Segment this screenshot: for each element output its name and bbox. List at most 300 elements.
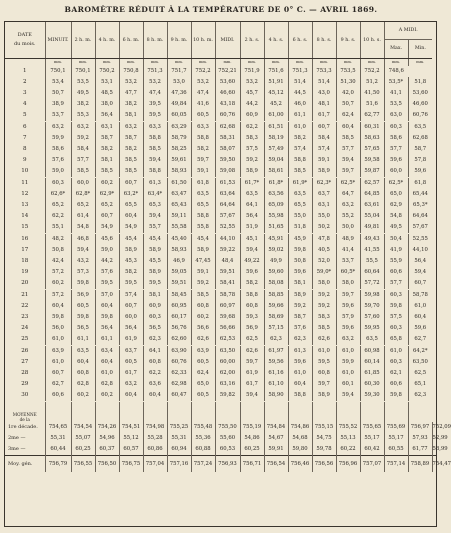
unit-cell: mm. xyxy=(71,59,95,67)
day-cell: 5 xyxy=(22,112,27,118)
table-row xyxy=(5,290,436,302)
monthly-mean-value: 757,16 xyxy=(167,456,191,473)
value-cell: 58,7 xyxy=(288,312,312,323)
value-cell: 58,3 xyxy=(312,312,336,323)
table-row xyxy=(5,166,436,178)
value-cell: 63,2 xyxy=(119,122,143,134)
hour-header: MINUIT. xyxy=(45,22,71,59)
unit-cell-empty xyxy=(5,59,45,67)
value-cell: 41,4 xyxy=(336,245,360,256)
value-cell: 59,4 xyxy=(336,155,360,166)
value-cell: 51,6 xyxy=(360,99,384,110)
value-cell: 56,5 xyxy=(71,323,95,334)
value-cell: 57,7 xyxy=(336,144,360,155)
value-cell: 47,36 xyxy=(167,88,191,99)
value-cell: 62,9 xyxy=(384,200,408,211)
day-cell: 30 xyxy=(21,392,29,398)
day-cell: 11 xyxy=(21,180,29,186)
value-cell: 59,95 xyxy=(360,323,384,334)
value-cell: 748,6 xyxy=(384,66,408,77)
average-value: 60,55 xyxy=(384,444,408,456)
table-row xyxy=(5,200,436,211)
value-cell: 57,0 xyxy=(95,290,119,302)
value-cell: 59,04 xyxy=(264,155,288,166)
value-cell: 60,4 xyxy=(95,357,119,368)
value-cell: 60,47 xyxy=(167,390,191,402)
value-cell: 59,8 xyxy=(384,390,408,402)
value-cell: 48,4 xyxy=(215,256,240,267)
value-cell: 63,90 xyxy=(167,346,191,358)
monthly-mean-value: 756,79 xyxy=(45,456,71,473)
value-cell: 62,9* xyxy=(95,189,119,200)
monthly-mean-value: 756,55 xyxy=(71,456,95,473)
value-cell: 45,4 xyxy=(119,234,143,246)
value-cell: 60,1 xyxy=(336,379,360,390)
value-cell: 53,2 xyxy=(119,77,143,88)
value-cell: 58,93 xyxy=(167,245,191,256)
value-cell: 60,5 xyxy=(71,301,95,312)
value-cell: 60,0 xyxy=(119,312,143,323)
value-cell: 61,53 xyxy=(215,178,240,190)
value-cell: 63,0 xyxy=(384,110,408,122)
average-value: 54,86 xyxy=(240,433,264,444)
value-cell: 59,7 xyxy=(240,357,264,368)
average-value: 755,19 xyxy=(240,422,264,433)
value-cell: 48,9 xyxy=(336,234,360,246)
value-cell: 62,53 xyxy=(215,334,240,346)
value-cell: 59,6 xyxy=(240,267,264,278)
average-value: 59,91 xyxy=(264,444,288,456)
hour-header: 2 h. s. xyxy=(240,22,264,59)
value-cell: 58,2 xyxy=(119,267,143,278)
value-cell: 750,1 xyxy=(45,66,71,77)
value-cell: 58,5 xyxy=(119,155,143,166)
value-cell: 59,11 xyxy=(167,211,191,222)
table-row xyxy=(5,312,436,323)
value-cell: 58,9 xyxy=(143,267,167,278)
average-row xyxy=(5,444,436,456)
value-cell: 55,1 xyxy=(45,222,71,234)
day-cell: 9 xyxy=(22,157,27,163)
value-cell: 61,0 xyxy=(45,357,71,368)
value-cell: 53,2 xyxy=(143,77,167,88)
value-cell: 58,7 xyxy=(408,144,432,155)
unit-cell: mm. xyxy=(312,59,336,67)
average-value: 55,17 xyxy=(360,433,384,444)
value-cell: 55,2 xyxy=(336,211,360,222)
value-cell: 62,5* xyxy=(336,178,360,190)
value-cell: 60,7 xyxy=(408,278,432,290)
average-heading-row xyxy=(5,406,436,422)
average-heading-spacer xyxy=(167,406,191,422)
value-cell: 59,7 xyxy=(336,290,360,302)
value-cell: 62,2 xyxy=(45,211,71,222)
value-cell: 60,5 xyxy=(119,357,143,368)
value-cell: 58,7 xyxy=(95,133,119,144)
value-cell: 45,6 xyxy=(95,234,119,246)
average-row xyxy=(5,422,436,433)
day-cell: 24 xyxy=(21,325,29,331)
value-cell: 60,7 xyxy=(45,368,71,379)
table-row xyxy=(5,256,436,267)
hour-header: 4 h. s. xyxy=(264,22,288,59)
day-cell: 22 xyxy=(21,303,29,309)
value-cell: 58,90 xyxy=(264,390,288,402)
value-cell: 63,2 xyxy=(336,200,360,211)
value-cell: 61,0 xyxy=(288,368,312,379)
value-cell: 45,7 xyxy=(240,88,264,99)
value-cell: 63,1 xyxy=(312,200,336,211)
value-cell: 57,72 xyxy=(360,278,384,290)
unit-cell: mm. xyxy=(360,59,384,67)
value-cell: 57,4 xyxy=(288,144,312,155)
value-cell: 62,60 xyxy=(167,334,191,346)
value-cell: 751,3 xyxy=(143,66,167,77)
value-cell: 54,8 xyxy=(71,222,95,234)
value-cell: 59,6 xyxy=(408,166,432,178)
monthly-mean-value: 757,24 xyxy=(191,456,215,473)
value-cell: 750,8 xyxy=(119,66,143,77)
average-value: 755,65 xyxy=(360,422,384,433)
table-row xyxy=(5,346,436,358)
value-cell: 57,49 xyxy=(264,144,288,155)
value-cell: 44,5 xyxy=(288,88,312,99)
value-cell: 61,7 xyxy=(240,379,264,390)
average-value: 55,31 xyxy=(45,433,71,444)
value-cell: 63,4 xyxy=(95,346,119,358)
value-cell: 54,9 xyxy=(95,222,119,234)
value-cell: 53,60 xyxy=(408,88,432,99)
value-cell: 48,5 xyxy=(95,88,119,99)
value-cell: 60,0 xyxy=(384,166,408,178)
average-value: 54,75 xyxy=(312,433,336,444)
value-cell: 58,07 xyxy=(215,144,240,155)
value-cell: 57,5 xyxy=(384,312,408,323)
value-cell: 51,4 xyxy=(288,77,312,88)
average-heading-spacer xyxy=(336,406,360,422)
value-cell: 58,5 xyxy=(312,323,336,334)
average-value: 60,25 xyxy=(240,444,264,456)
value-cell: 50,0 xyxy=(336,222,360,234)
value-cell: 49,84 xyxy=(167,99,191,110)
day-cell: 13 xyxy=(21,202,29,208)
hour-header: 8 h. s. xyxy=(312,22,336,59)
unit-cell: mm. xyxy=(240,59,264,67)
value-cell: 65,3* xyxy=(408,200,432,211)
value-cell: 63,50 xyxy=(215,346,240,358)
value-cell: 58,78 xyxy=(408,290,432,302)
value-cell: 751,6 xyxy=(264,66,288,77)
value-cell: 59,2 xyxy=(71,133,95,144)
value-cell: 61,3 xyxy=(143,178,167,190)
value-cell: 60,95 xyxy=(167,301,191,312)
value-cell: 57,65 xyxy=(360,144,384,155)
value-cell: 59,8 xyxy=(45,312,71,323)
value-cell: 45,40 xyxy=(167,234,191,246)
value-cell: 63,1 xyxy=(95,122,119,134)
value-cell: 51,8 xyxy=(288,222,312,234)
average-value: 55,12 xyxy=(119,433,143,444)
value-cell: 62,00 xyxy=(215,368,240,379)
value-cell: 53,2 xyxy=(191,77,215,88)
value-cell: 42,0 xyxy=(336,88,360,99)
value-cell: 56,4 xyxy=(95,110,119,122)
value-cell: 62,3 xyxy=(408,390,432,402)
value-cell: 57,6 xyxy=(288,323,312,334)
value-cell: 51,30 xyxy=(336,77,360,88)
value-cell: 59,51 xyxy=(167,278,191,290)
average-value: 59,80 xyxy=(288,444,312,456)
value-cell: 41,1 xyxy=(384,88,408,99)
value-cell: 58,6 xyxy=(384,133,408,144)
table-row xyxy=(5,211,436,222)
value-cell: 61,8 xyxy=(408,178,432,190)
average-value: 60,86 xyxy=(143,444,167,456)
value-cell: 63,4* xyxy=(143,189,167,200)
value-cell: 59,8 xyxy=(95,312,119,323)
value-cell: 64,2* xyxy=(408,346,432,358)
value-cell: 56,4 xyxy=(95,323,119,334)
value-cell: 60,3 xyxy=(45,178,71,190)
value-cell: 58,08 xyxy=(264,278,288,290)
value-cell: 59,1 xyxy=(191,267,215,278)
value-cell: 65,0 xyxy=(384,189,408,200)
value-cell: 58,8 xyxy=(288,390,312,402)
day-cell: 20 xyxy=(21,280,29,286)
value-cell: 58,5 xyxy=(191,290,215,302)
value-cell: 60,8 xyxy=(312,368,336,379)
value-cell: 38,9 xyxy=(45,99,71,110)
absolute-subheaders xyxy=(385,40,433,58)
value-cell: 59,4 xyxy=(408,267,432,278)
value-cell: 62,4 xyxy=(336,110,360,122)
average-heading-spacer xyxy=(95,406,119,422)
value-cell: 51,9 xyxy=(240,222,264,234)
value-cell: 60,7 xyxy=(312,122,336,134)
value-cell: 63,5 xyxy=(360,334,384,346)
day-cell: 23 xyxy=(21,314,29,320)
value-cell: 57,2 xyxy=(45,267,71,278)
value-cell: 59,98 xyxy=(360,290,384,302)
value-cell: 63,47 xyxy=(167,189,191,200)
value-cell: 58,9 xyxy=(119,245,143,256)
value-cell: 60,4 xyxy=(408,312,432,323)
value-cell: 58,9 xyxy=(143,245,167,256)
value-cell: 51,65 xyxy=(264,222,288,234)
average-value: 755,69 xyxy=(384,422,408,433)
value-cell: 62,5* xyxy=(384,178,408,190)
monthly-mean-value: 756,93 xyxy=(215,456,240,473)
value-cell: 59,6 xyxy=(288,267,312,278)
value-cell: 62,7 xyxy=(408,334,432,346)
value-cell: 61,1 xyxy=(288,110,312,122)
value-cell: 38,2 xyxy=(119,99,143,110)
value-cell: 60,6 xyxy=(384,379,408,390)
unit-cell: mm. xyxy=(264,59,288,67)
value-cell: 61,3 xyxy=(288,346,312,358)
value-cell: 59,82 xyxy=(215,390,240,402)
value-cell: 53,4 xyxy=(45,77,71,88)
value-cell: 63,9 xyxy=(191,346,215,358)
value-cell: 61,50 xyxy=(167,178,191,190)
value-cell: 61,7* xyxy=(240,178,264,190)
value-cell: 61,0 xyxy=(95,368,119,379)
value-cell: 60,3 xyxy=(384,122,408,134)
value-cell: 59,05 xyxy=(167,267,191,278)
value-cell: 45,91 xyxy=(264,234,288,246)
average-value: 754,65 xyxy=(45,422,71,433)
unit-cell: mm. xyxy=(408,59,432,67)
value-cell: 58,2 xyxy=(288,133,312,144)
value-cell: 59,4 xyxy=(336,390,360,402)
value-cell: 63,2 xyxy=(45,122,71,134)
value-cell: 59,08 xyxy=(215,166,240,178)
value-cell: 55,98 xyxy=(264,211,288,222)
value-cell: 59,5 xyxy=(312,357,336,368)
value-cell: 45,1 xyxy=(240,234,264,246)
value-cell: 62,6 xyxy=(312,334,336,346)
average-heading xyxy=(5,406,45,422)
value-cell: 60,0 xyxy=(71,178,95,190)
average-heading-spacer xyxy=(143,406,167,422)
value-cell: 60,2 xyxy=(191,312,215,323)
average-value: 754,86 xyxy=(288,422,312,433)
average-heading-line: de la xyxy=(19,417,30,422)
value-cell: 47,45 xyxy=(191,256,215,267)
header-row xyxy=(5,22,436,59)
average-value: 54,68 xyxy=(288,433,312,444)
value-cell: 59,4 xyxy=(240,390,264,402)
value-cell: 59,50 xyxy=(215,155,240,166)
average-row xyxy=(5,433,436,444)
value-cell: 58,1 xyxy=(288,278,312,290)
value-cell: 63,5 xyxy=(288,189,312,200)
value-cell: 62,5 xyxy=(408,368,432,379)
value-cell: 58,9 xyxy=(312,166,336,178)
unit-cell: mm. xyxy=(143,59,167,67)
value-cell: 61,1 xyxy=(95,334,119,346)
value-cell: 51,2 xyxy=(360,77,384,88)
average-heading-spacer xyxy=(119,406,143,422)
value-cell: 61,10 xyxy=(264,379,288,390)
value-cell: 59,4 xyxy=(143,211,167,222)
monthly-mean-value: 756,96 xyxy=(336,456,360,473)
value-cell: 53,2 xyxy=(240,77,264,88)
value-cell: 59,66 xyxy=(264,301,288,312)
value-cell: 62,1 xyxy=(384,368,408,379)
value-cell: 65,2 xyxy=(95,200,119,211)
value-cell: 62,8 xyxy=(95,379,119,390)
value-cell: 60,31 xyxy=(360,122,384,134)
value-cell: 57,67 xyxy=(408,222,432,234)
value-cell: 58,79 xyxy=(167,133,191,144)
value-cell: 61,0 xyxy=(336,368,360,379)
value-cell: 56,66 xyxy=(215,323,240,334)
value-cell: 61,0 xyxy=(312,346,336,358)
value-cell: 59,7 xyxy=(312,379,336,390)
value-cell: 60,7 xyxy=(119,301,143,312)
value-cell: 57,3 xyxy=(71,267,95,278)
value-cell: 63,2 xyxy=(119,379,143,390)
value-cell: 51,8 xyxy=(408,77,432,88)
average-heading-spacer xyxy=(288,406,312,422)
value-cell: 58,9 xyxy=(240,166,264,178)
value-cell: 62,68 xyxy=(215,122,240,134)
day-cell: 19 xyxy=(21,269,29,275)
value-cell: 44,2 xyxy=(240,99,264,110)
value-cell: 61,85 xyxy=(360,368,384,379)
average-rows xyxy=(5,402,451,473)
day-cell: 12 xyxy=(21,191,29,197)
monthly-mean-label: Moy. gén. xyxy=(5,456,45,473)
value-cell: 58,41 xyxy=(215,278,240,290)
value-cell: 58,8 xyxy=(143,133,167,144)
value-cell: 750,1 xyxy=(71,66,95,77)
value-cell: 61,7 xyxy=(312,110,336,122)
max-header: Max. xyxy=(390,46,403,51)
value-cell: 59,61 xyxy=(167,155,191,166)
average-heading-line: MOYENNE xyxy=(12,412,37,417)
value-cell: 44,10 xyxy=(408,245,432,256)
value-cell: 59,68 xyxy=(215,312,240,323)
value-cell: 58,69 xyxy=(264,312,288,323)
value-cell: 59,7 xyxy=(191,155,215,166)
table-row xyxy=(5,178,436,190)
value-cell: 59,6 xyxy=(384,155,408,166)
value-cell: 55,0 xyxy=(312,211,336,222)
value-cell: 58,5 xyxy=(119,166,143,178)
value-cell: 58,7 xyxy=(119,133,143,144)
value-cell: 61,97 xyxy=(264,346,288,358)
value-cell: 60,4 xyxy=(71,357,95,368)
table-row xyxy=(5,88,436,99)
table-row xyxy=(5,110,436,122)
value-cell: 62,8* xyxy=(71,189,95,200)
value-cell: 45,4 xyxy=(143,234,167,246)
value-cell: 58,3 xyxy=(240,133,264,144)
value-cell: 49,5 xyxy=(71,88,95,99)
value-cell: 56,9 xyxy=(240,323,264,334)
value-cell: 58,8 xyxy=(191,211,215,222)
value-cell: 58,4 xyxy=(71,144,95,155)
value-cell: 57,7 xyxy=(384,278,408,290)
value-cell: 58,8 xyxy=(288,155,312,166)
value-cell: 45,2 xyxy=(264,99,288,110)
value-cell: 60,5 xyxy=(191,110,215,122)
value-cell: 57,15 xyxy=(264,323,288,334)
value-cell: 63,56 xyxy=(264,189,288,200)
table-row xyxy=(5,133,436,144)
value-cell: 46,8 xyxy=(71,234,95,246)
value-cell: 42,4 xyxy=(45,256,71,267)
value-cell: 38,0 xyxy=(95,99,119,110)
day-cell: 25 xyxy=(21,336,29,342)
value-cell: 58,85 xyxy=(264,290,288,302)
value-cell: 65,1 xyxy=(408,379,432,390)
date-header-sublabel: du mois. xyxy=(13,41,36,47)
value-cell: 62,33 xyxy=(167,368,191,379)
table-row xyxy=(5,334,436,346)
value-cell: 58,2 xyxy=(191,144,215,155)
value-cell: 58,5 xyxy=(71,166,95,178)
average-heading-spacer xyxy=(71,406,95,422)
value-cell: 41,50 xyxy=(360,88,384,99)
value-cell: 61,0 xyxy=(45,334,71,346)
value-cell: 43,18 xyxy=(215,99,240,110)
value-cell: 61,9 xyxy=(240,368,264,379)
average-value: 755,50 xyxy=(215,422,240,433)
day-cell: 26 xyxy=(21,348,29,354)
